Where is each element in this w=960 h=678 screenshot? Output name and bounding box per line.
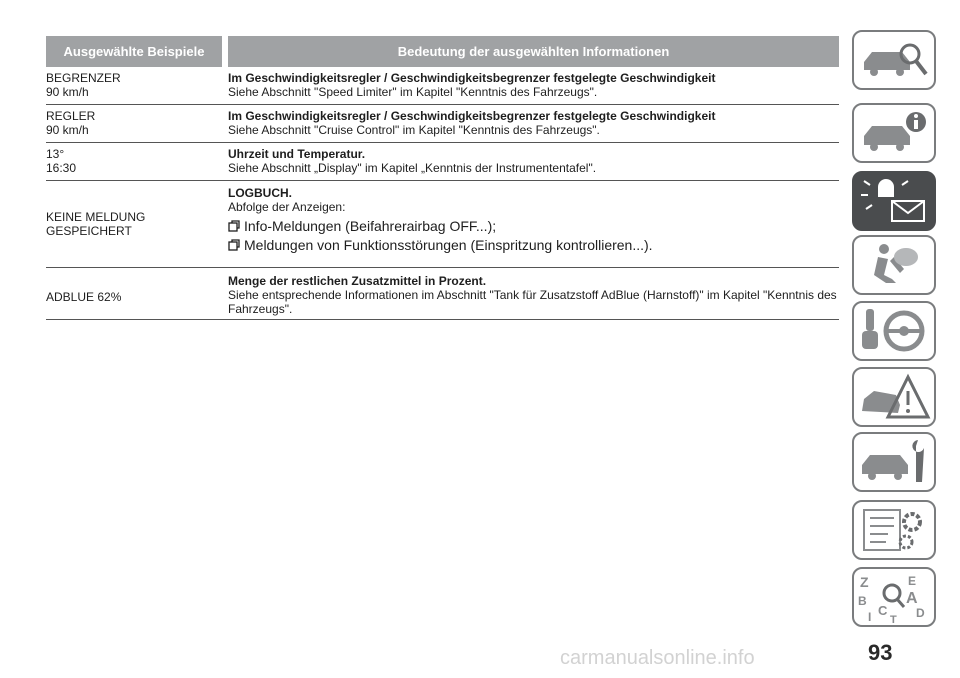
tab-starting-driving[interactable] xyxy=(852,301,936,361)
meaning-cell xyxy=(228,71,839,104)
index-letter: Z xyxy=(860,574,869,590)
tab-warning-lights[interactable] xyxy=(852,171,936,231)
index-letter: C xyxy=(878,603,888,618)
tab-safety[interactable] xyxy=(852,235,936,295)
example-cell xyxy=(46,186,228,267)
example-line: 90 km/h xyxy=(46,85,89,99)
example-cell xyxy=(46,274,228,319)
meaning-title: Menge der restlichen Zusatzmittel in Prozent. xyxy=(228,274,487,288)
car-search-icon xyxy=(856,34,932,86)
tab-index[interactable] xyxy=(852,567,936,627)
table-row xyxy=(46,67,839,105)
meaning-text: Siehe entsprechende Informationen im Abschnitt "Tank für Zusatzstoff AdBlue (Harnstoff)" im Kapitel "Kenntnis des Fahrzeugs". xyxy=(228,288,837,316)
car-wrench-icon xyxy=(856,436,932,488)
key-steering-wheel-icon xyxy=(856,305,932,357)
meaning-title: Uhrzeit und Temperatur. xyxy=(228,147,366,161)
warning-light-message-icon xyxy=(856,175,932,227)
meaning-cell xyxy=(228,274,839,319)
index-letter: I xyxy=(868,610,872,623)
meaning-cell xyxy=(228,186,839,267)
table-row xyxy=(46,143,839,181)
bullet-text: Meldungen von Funktionsstörungen (Einspritzung kontrollieren...). xyxy=(244,237,653,253)
example-line: KEINE MELDUNG xyxy=(46,209,146,224)
table-row xyxy=(46,105,839,143)
example-cell xyxy=(46,71,228,104)
example-line: 16:30 xyxy=(46,161,77,175)
meaning-title: LOGBUCH. xyxy=(228,186,292,200)
table-header xyxy=(46,36,839,67)
bullet-box-icon xyxy=(228,220,240,232)
meaning-text: Siehe Abschnitt "Cruise Control" im Kapitel "Kenntnis des Fahrzeugs". xyxy=(228,123,600,137)
meaning-title: Im Geschwindigkeitsregler / Geschwindigkeitsbegrenzer festgelegte Geschwindigkeit xyxy=(228,109,716,123)
bullet-text: Info-Meldungen (Beifahrerairbag OFF...); xyxy=(244,218,497,234)
meaning-text: Siehe Abschnitt „Display" im Kapitel „Kenntnis der Instrumententafel". xyxy=(228,161,597,175)
seat-airbag-icon xyxy=(856,239,932,291)
example-cell xyxy=(46,109,228,142)
index-letter: T xyxy=(890,614,897,623)
tab-technical-data[interactable] xyxy=(852,500,936,560)
list-item xyxy=(228,238,839,252)
specs-gear-icon xyxy=(856,504,932,556)
meaning-cell xyxy=(228,147,839,180)
bullet-box-icon xyxy=(228,239,240,251)
car-accident-warning-icon xyxy=(856,371,932,423)
example-line: REGLER xyxy=(46,109,96,123)
table-row xyxy=(46,268,839,320)
index-letter: E xyxy=(908,574,917,588)
watermark: carmanualsonline.info xyxy=(560,647,755,669)
header-meaning: Bedeutung der ausgewählten Informationen xyxy=(228,36,839,67)
meaning-cell xyxy=(228,109,839,142)
meaning-text: Abfolge der Anzeigen: xyxy=(228,200,346,214)
example-line: BEGRENZER xyxy=(46,71,121,85)
tab-car-search[interactable] xyxy=(852,30,936,90)
alphabetical-index-icon xyxy=(856,571,932,623)
page-number: 93 xyxy=(868,640,893,665)
example-line: 90 km/h xyxy=(46,123,89,137)
example-line: GESPEICHERT xyxy=(46,223,132,238)
example-cell xyxy=(46,147,228,180)
example-line: 13° xyxy=(46,147,65,161)
meaning-text: Siehe Abschnitt "Speed Limiter" im Kapitel "Kenntnis des Fahrzeugs". xyxy=(228,85,598,99)
tab-car-info[interactable] xyxy=(852,103,936,163)
header-examples: Ausgewählte Beispiele xyxy=(46,36,222,67)
example-line: ADBLUE 62% xyxy=(46,289,122,304)
tab-emergency[interactable] xyxy=(852,367,936,427)
index-letter: B xyxy=(858,594,867,608)
meaning-title: Im Geschwindigkeitsregler / Geschwindigkeitsbegrenzer festgelegte Geschwindigkeit xyxy=(228,71,716,85)
info-table xyxy=(46,36,839,320)
table-row xyxy=(46,181,839,268)
list-item xyxy=(228,219,839,233)
index-letter: A xyxy=(906,590,918,607)
car-info-icon xyxy=(856,107,932,159)
tab-maintenance[interactable] xyxy=(852,432,936,492)
index-letter: D xyxy=(916,606,925,620)
